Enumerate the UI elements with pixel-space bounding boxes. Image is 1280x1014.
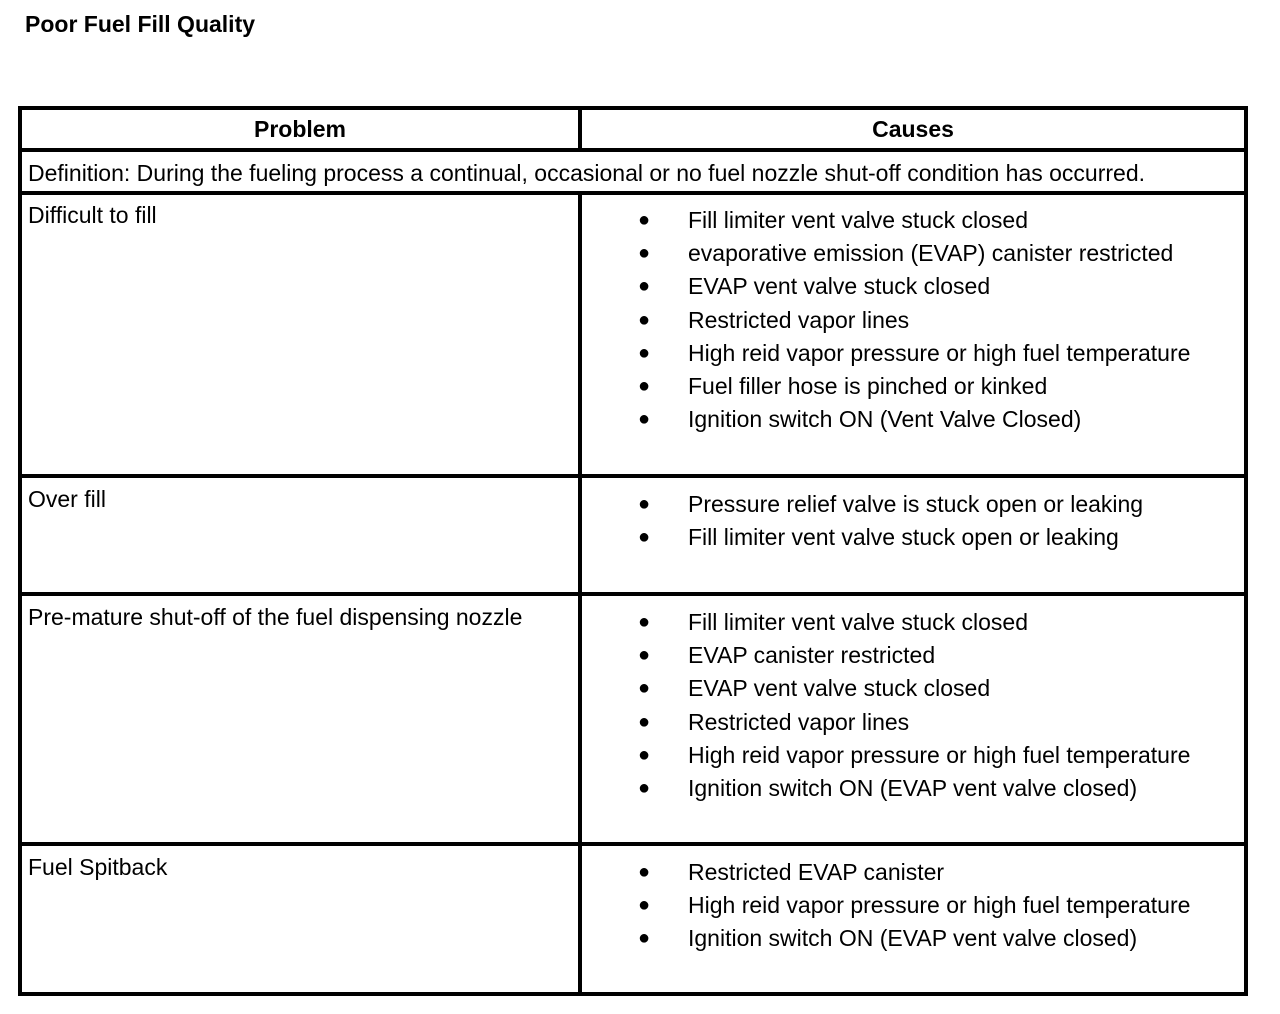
bullet-icon: ● — [638, 341, 651, 364]
cause-item: ● Ignition switch ON (EVAP vent valve closed) — [582, 922, 1244, 955]
bullet-icon: ● — [638, 308, 651, 331]
definition-row — [22, 152, 1244, 192]
row-divider — [22, 592, 1244, 596]
cause-item: ● Ignition switch ON (EVAP vent valve closed) — [582, 772, 1244, 805]
causes-list — [582, 488, 1244, 554]
row-divider — [22, 842, 1244, 846]
cause-item: ● High reid vapor pressure or high fuel temperature — [582, 337, 1244, 370]
cause-item: ● Fill limiter vent valve stuck open or leaking — [582, 521, 1244, 554]
bullet-icon: ● — [638, 776, 651, 799]
bullet-icon: ● — [638, 710, 651, 733]
bullet-icon: ● — [638, 242, 651, 265]
cause-item: ● EVAP vent valve stuck closed — [582, 672, 1244, 705]
page-title: Poor Fuel Fill Quality — [25, 11, 256, 37]
header-column-divider — [578, 110, 582, 150]
bullet-icon: ● — [638, 374, 651, 397]
bullet-icon: ● — [638, 611, 651, 633]
bullet-icon: ● — [638, 644, 651, 667]
definition-text: Definition: During the fueling process a continual, occasional or no fuel nozzle shut-off condition has occurred. — [28, 160, 1146, 186]
cause-item: ● Fill limiter vent valve stuck closed — [582, 606, 1244, 639]
cause-item: ● Fill limiter vent valve stuck closed — [582, 204, 1244, 237]
bullet-icon: ● — [638, 275, 651, 298]
definition-divider — [22, 191, 1244, 195]
causes-list — [582, 204, 1244, 436]
bullet-icon: ● — [638, 927, 651, 950]
cause-item: ● EVAP vent valve stuck closed — [582, 270, 1244, 303]
causes-list — [582, 606, 1244, 805]
bullet-icon: ● — [638, 493, 651, 515]
causes-list — [582, 856, 1244, 956]
problem-column-header: Problem — [253, 116, 347, 142]
cause-item: ● Restricted EVAP canister — [582, 856, 1244, 889]
causes-column-header: Causes — [872, 116, 954, 142]
bullet-icon: ● — [638, 677, 651, 700]
cause-item: ● High reid vapor pressure or high fuel temperature — [582, 889, 1244, 922]
bullet-icon: ● — [638, 209, 651, 231]
cause-item: ● Ignition switch ON (Vent Valve Closed) — [582, 403, 1244, 436]
cause-item: ● EVAP canister restricted — [582, 639, 1244, 672]
cause-item: ● High reid vapor pressure or high fuel temperature — [582, 739, 1244, 772]
cause-item: ● Fuel filler hose is pinched or kinked — [582, 370, 1244, 403]
bullet-icon: ● — [638, 861, 651, 883]
cause-item: ● evaporative emission (EVAP) canister restricted — [582, 237, 1244, 270]
problem-cell: Fuel Spitback — [28, 854, 168, 880]
bullet-icon: ● — [638, 894, 651, 917]
cause-item: ● Restricted vapor lines — [582, 706, 1244, 739]
problem-cell: Difficult to fill — [28, 202, 157, 228]
bullet-icon: ● — [638, 743, 651, 766]
problem-cell: Pre-mature shut-off of the fuel dispensing nozzle — [28, 604, 523, 630]
problem-cell: Over fill — [28, 486, 106, 512]
cause-item: ● Restricted vapor lines — [582, 304, 1244, 337]
cause-item: ● Pressure relief valve is stuck open or leaking — [582, 488, 1244, 521]
bullet-icon: ● — [638, 526, 651, 549]
bullet-icon: ● — [638, 408, 651, 431]
fuel-fill-table — [18, 106, 1248, 996]
row-divider — [22, 474, 1244, 478]
